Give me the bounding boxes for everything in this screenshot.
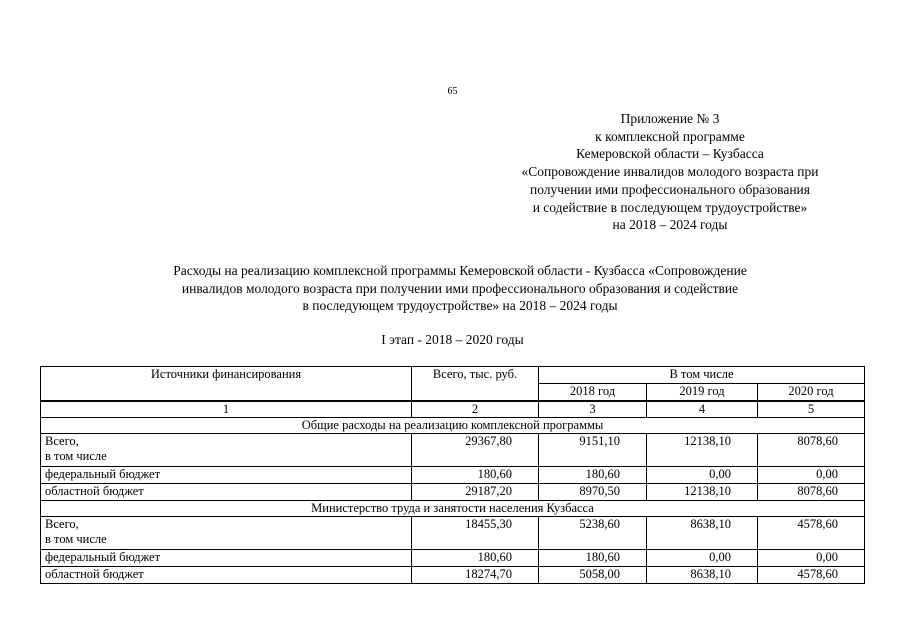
section-title: Общие расходы на реализацию комплексной программы bbox=[41, 417, 865, 433]
row-label-line: Всего, bbox=[45, 516, 79, 531]
row-label: федеральный бюджет bbox=[41, 466, 412, 483]
cell-2020: 0,00 bbox=[758, 549, 865, 566]
cell-2018: 180,60 bbox=[539, 466, 647, 483]
cell-total: 29367,80 bbox=[412, 433, 539, 466]
cell-total: 180,60 bbox=[412, 466, 539, 483]
title-line: Расходы на реализацию комплексной программы Кемеровской области - Кузбасса «Сопровождение bbox=[173, 263, 747, 278]
appendix-header bbox=[490, 110, 850, 234]
cell-2020: 4578,60 bbox=[758, 566, 865, 583]
cell-2018: 8970,50 bbox=[539, 483, 647, 500]
row-label bbox=[41, 433, 412, 466]
row-label: областной бюджет bbox=[41, 483, 412, 500]
cell-total: 29187,20 bbox=[412, 483, 539, 500]
cell-2019: 8638,10 bbox=[647, 516, 758, 549]
title-line: инвалидов молодого возраста при получении ими профессионального образования и содействие bbox=[181, 280, 739, 296]
cell-2019: 8638,10 bbox=[647, 566, 758, 583]
title-line: в последующем трудоустройстве» на 2018 – 2024 годы bbox=[302, 298, 618, 313]
col-number: 5 bbox=[758, 401, 865, 418]
cell-2019: 12138,10 bbox=[647, 483, 758, 500]
appendix-line: на 2018 – 2024 годы bbox=[612, 217, 728, 233]
appendix-line: получении ими профессионального образования bbox=[530, 181, 810, 197]
col-number: 4 bbox=[647, 401, 758, 418]
col-number: 2 bbox=[412, 401, 539, 418]
row-label-line: в том числе bbox=[45, 448, 107, 463]
col-number: 1 bbox=[41, 401, 412, 418]
header-sources: Источники финансирования bbox=[41, 367, 412, 401]
section-title: Министерство труда и занятости населения Кузбасса bbox=[41, 500, 865, 516]
cell-2020: 8078,60 bbox=[758, 433, 865, 466]
appendix-line: «Сопровождение инвалидов молодого возраста при bbox=[521, 164, 819, 180]
budget-table bbox=[40, 366, 865, 584]
document-title bbox=[60, 262, 860, 315]
cell-2019: 12138,10 bbox=[647, 433, 758, 466]
cell-total: 18274,70 bbox=[412, 566, 539, 583]
row-label-line: Всего, bbox=[45, 433, 79, 448]
col-number: 3 bbox=[539, 401, 647, 418]
page-number: 65 bbox=[447, 86, 458, 97]
cell-2020: 4578,60 bbox=[758, 516, 865, 549]
appendix-line: к комплексной программе bbox=[595, 128, 745, 144]
appendix-line: Приложение № 3 bbox=[620, 111, 720, 126]
header-year-2019: 2019 год bbox=[647, 384, 758, 401]
row-label: федеральный бюджет bbox=[41, 549, 412, 566]
cell-2020: 8078,60 bbox=[758, 483, 865, 500]
header-including: В том числе bbox=[539, 367, 865, 384]
stage-title: I этап - 2018 – 2020 годы bbox=[381, 332, 524, 347]
cell-2018: 180,60 bbox=[539, 549, 647, 566]
header-year-2020: 2020 год bbox=[758, 384, 865, 401]
cell-2019: 0,00 bbox=[647, 549, 758, 566]
appendix-line: Кемеровской области – Кузбасса bbox=[576, 146, 764, 162]
cell-2018: 9151,10 bbox=[539, 433, 647, 466]
header-total: Всего, тыс. руб. bbox=[412, 367, 539, 401]
cell-total: 180,60 bbox=[412, 549, 539, 566]
cell-2018: 5238,60 bbox=[539, 516, 647, 549]
cell-total: 18455,30 bbox=[412, 516, 539, 549]
row-label-line: в том числе bbox=[45, 531, 107, 546]
appendix-line: и содействие в последующем трудоустройстве» bbox=[532, 199, 808, 215]
row-label bbox=[41, 516, 412, 549]
cell-2019: 0,00 bbox=[647, 466, 758, 483]
cell-2018: 5058,00 bbox=[539, 566, 647, 583]
cell-2020: 0,00 bbox=[758, 466, 865, 483]
row-label: областной бюджет bbox=[41, 566, 412, 583]
header-year-2018: 2018 год bbox=[539, 384, 647, 401]
